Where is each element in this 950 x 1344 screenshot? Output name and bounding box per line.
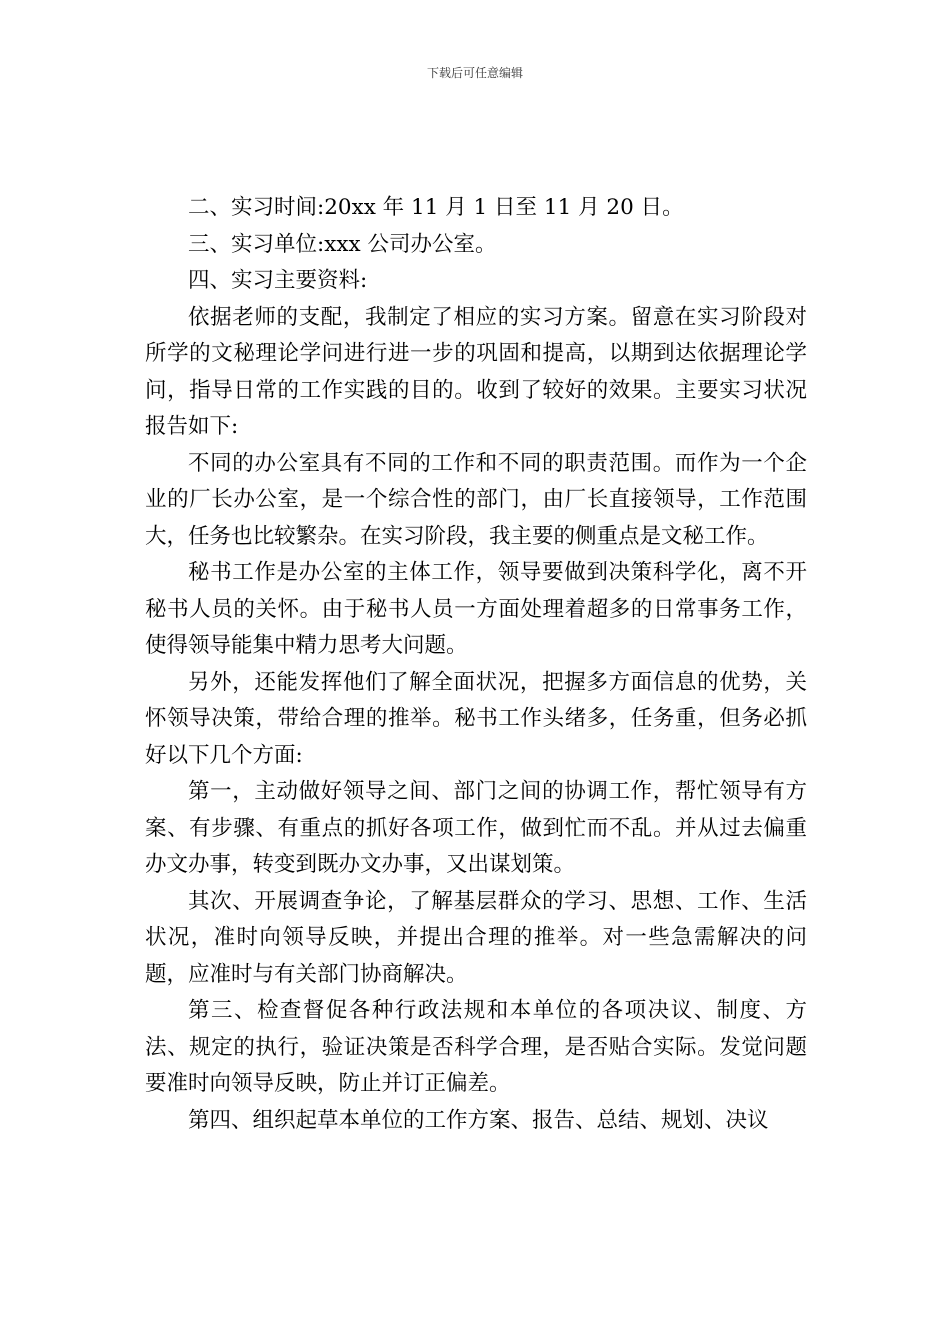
paragraph-internship-time: 二、实习时间:20xx 年 11 月 1 日至 11 月 20 日。 [188,195,684,220]
paragraph-point-three: 第三、检查督促各种行政法规和本单位的各项决议、制度、方法、规定的执行，验证决策是否科学合理，是否贴合实际。发觉问题要准时向领导反映，防止并订正偏差。 [145,998,807,1096]
document-body [145,190,807,1139]
page-header: 下载后可任意编辑 [426,66,523,80]
paragraph-information-advantage: 另外，还能发挥他们了解全面状况，把握多方面信息的优势，关怀领导决策，带给合理的推举。秘书工作头绪多，任务重，但务必抓好以下几个方面: [145,669,807,768]
paragraph-main-content-heading: 四、实习主要资料: [188,268,368,293]
paragraph-point-two: 其次、开展调查争论，了解基层群众的学习、思想、工作、生活状况，准时向领导反映，并提出合理的推举。对一些急需解决的问题，应准时与有关部门协商解决。 [145,888,807,987]
paragraph-point-four: 第四、组织起草本单位的工作方案、报告、总结、规划、决议 [188,1107,769,1133]
paragraph-internship-unit: 三、实习单位:xxx 公司办公室。 [188,231,497,257]
paragraph-point-one: 第一，主动做好领导之间、部门之间的协调工作，帮忙领导有方案、有步骤、有重点的抓好各项工作，做到忙而不乱。并从过去偏重办文办事，转变到既办文办事，又出谋划策。 [145,779,807,877]
paragraph-plan: 依据老师的支配，我制定了相应的实习方案。留意在实习阶段对所学的文秘理论学问进行进一步的巩固和提高，以期到达依据理论学问，指导日常的工作实践的目的。收到了较好的效果。主要实习状况报告如下: [145,304,807,439]
paragraph-office-scope: 不同的办公室具有不同的工作和不同的职责范围。而作为一个企业的厂长办公室，是一个综合性的部门，由厂长直接领导，工作范围大，任务也比较繁杂。在实习阶段，我主要的侧重点是文秘工作。 [145,450,807,549]
paragraph-secretary-work: 秘书工作是办公室的主体工作，领导要做到决策科学化，离不开秘书人员的关怀。由于秘书人员一方面处理着超多的日常事务工作，使得领导能集中精力思考大问题。 [145,560,807,658]
